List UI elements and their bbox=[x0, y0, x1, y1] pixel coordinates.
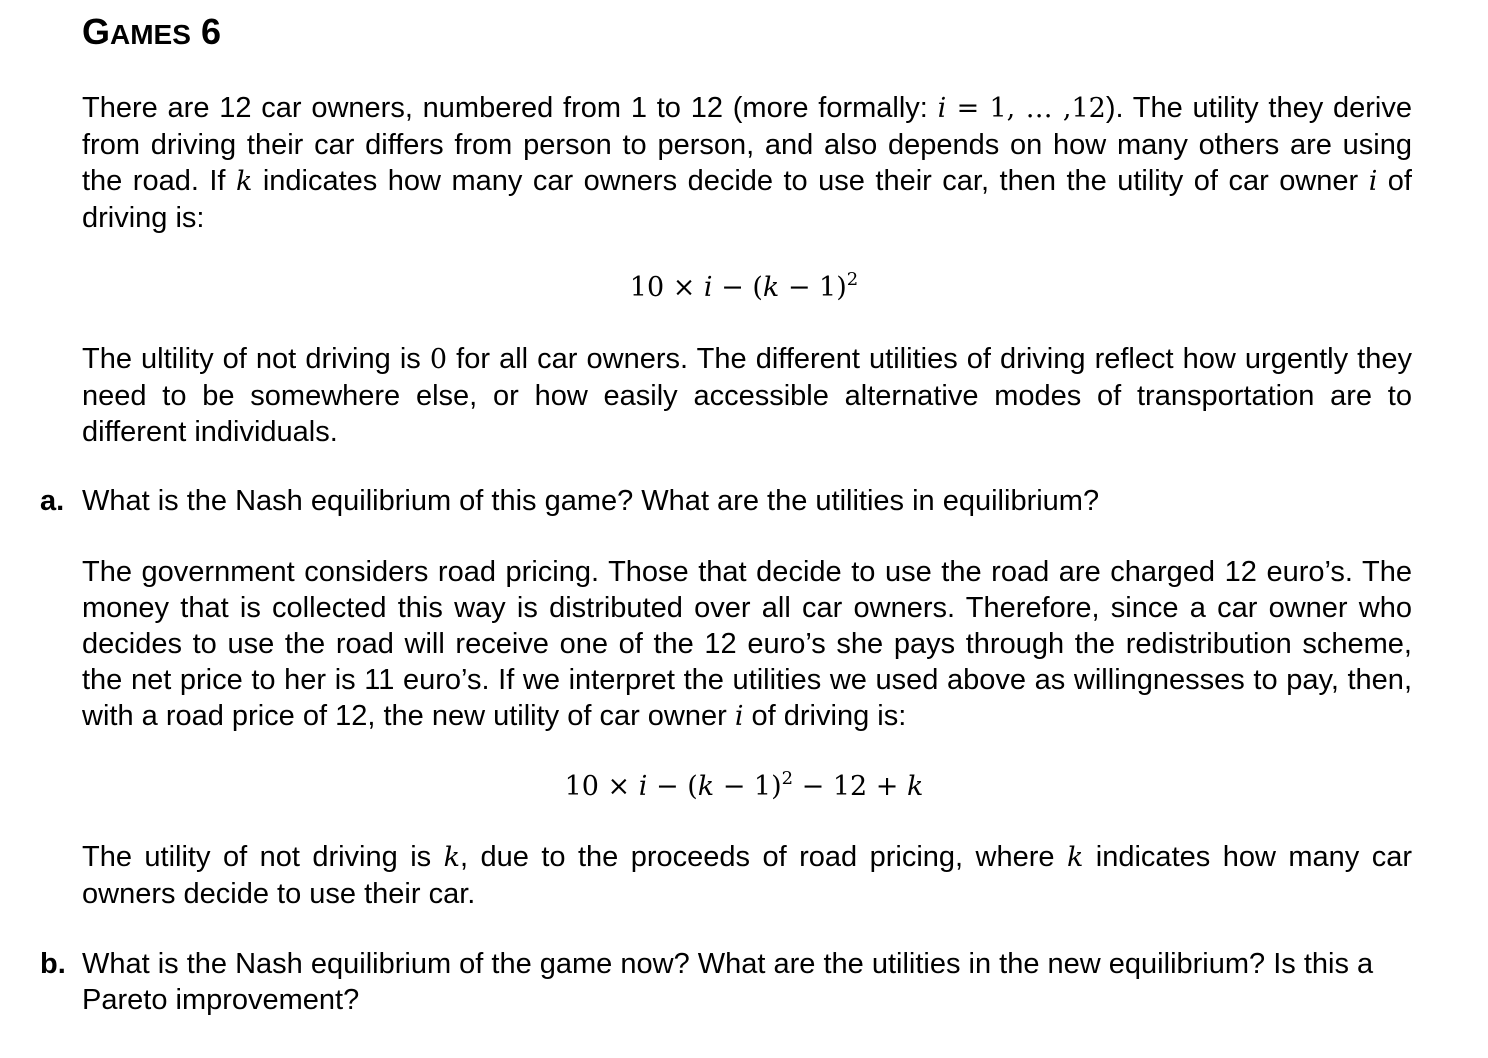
formula2-part-d: − 12 + bbox=[793, 771, 907, 802]
para4-text-3: indicates how many car owners decide to use their car. bbox=[82, 841, 1412, 910]
formula1-part-c: − 1) bbox=[779, 272, 847, 303]
intro-text-2: ). The utility they derive from driving their car differs from person to person, and also depends on how many others are using the road. If bbox=[82, 92, 1412, 197]
intro-text-4: of driving is: bbox=[82, 165, 1412, 234]
math-i: i bbox=[1368, 166, 1378, 197]
question-b-label: b. bbox=[40, 948, 66, 980]
formula2-part-a: 10 × bbox=[564, 771, 639, 802]
formula2-part-b: − ( bbox=[647, 771, 698, 802]
para4-text-1: The utility of not driving is bbox=[82, 841, 444, 873]
math-range: = 1, … ,12 bbox=[946, 93, 1106, 124]
formula1-var-k: k bbox=[762, 272, 780, 303]
intro-text-1: There are 12 car owners, numbered from 1 to 12 (more formally: bbox=[82, 92, 938, 124]
math-k: k bbox=[443, 842, 460, 873]
formula1-exponent: 2 bbox=[846, 269, 859, 290]
utility-formula-2 bbox=[0, 769, 1488, 805]
formula1-var-i: i bbox=[703, 272, 713, 303]
question-b-text: What is the Nash equilibrium of the game now? What are the utilities in the new equilibrium? Is this a Pareto improvement? bbox=[82, 948, 1374, 1016]
question-a-label: a. bbox=[40, 485, 65, 517]
title-small-caps: AMES bbox=[110, 19, 191, 50]
utility-formula-1 bbox=[0, 270, 1488, 306]
formula2-var-k: k bbox=[697, 771, 715, 802]
para3-text-1: The government considers road pricing. Those that decide to use the road are charged 12 euro’s. The money that is collected this way is distributed over all car owners. Therefore, since a car owner who decides to use the road will receive one of the 12 euro’s she pays through the redistribution scheme, the net price to her is 11 euro’s. If we interpret the utilities we used above as willingnesses to pay, then, with a road price of 12, the new utility of car owner bbox=[82, 556, 1412, 732]
para4-text-2: , due to the proceeds of road pricing, where bbox=[459, 841, 1067, 873]
para2-text-2: for all car owners. The different utilities of driving reflect how urgently they need to be somewhere else, or how easily accessible alternative modes of transportation are to different individuals. bbox=[82, 343, 1412, 448]
math-k: k bbox=[235, 166, 253, 197]
formula2-part-c: − 1) bbox=[714, 771, 782, 802]
math-i: i bbox=[734, 701, 744, 732]
title-number: 6 bbox=[200, 11, 221, 52]
proceeds-paragraph bbox=[82, 839, 1412, 912]
question-a-text: What is the Nash equilibrium of this game? What are the utilities in equilibrium? bbox=[82, 485, 1100, 517]
formula1-part-b: − ( bbox=[712, 272, 763, 303]
intro-text-3: indicates how many car owners decide to use their car, then the utility of car owner bbox=[252, 165, 1369, 197]
formula2-exponent: 2 bbox=[781, 768, 794, 789]
road-pricing-paragraph bbox=[82, 554, 1412, 735]
math-k: k bbox=[1066, 842, 1084, 873]
formula2-var-i: i bbox=[638, 771, 648, 802]
formula1-part-a: 10 × bbox=[629, 272, 704, 303]
para3-text-2: of driving is: bbox=[743, 700, 907, 732]
formula2-var-k2: k bbox=[907, 771, 924, 802]
intro-paragraph bbox=[82, 90, 1412, 236]
para2-text-1: The ultility of not driving is bbox=[82, 343, 430, 375]
math-i: i bbox=[937, 93, 947, 124]
math-zero: 0 bbox=[429, 344, 448, 375]
not-driving-paragraph bbox=[82, 341, 1412, 450]
title-first-letter: G bbox=[82, 11, 111, 52]
page-title bbox=[82, 10, 221, 57]
